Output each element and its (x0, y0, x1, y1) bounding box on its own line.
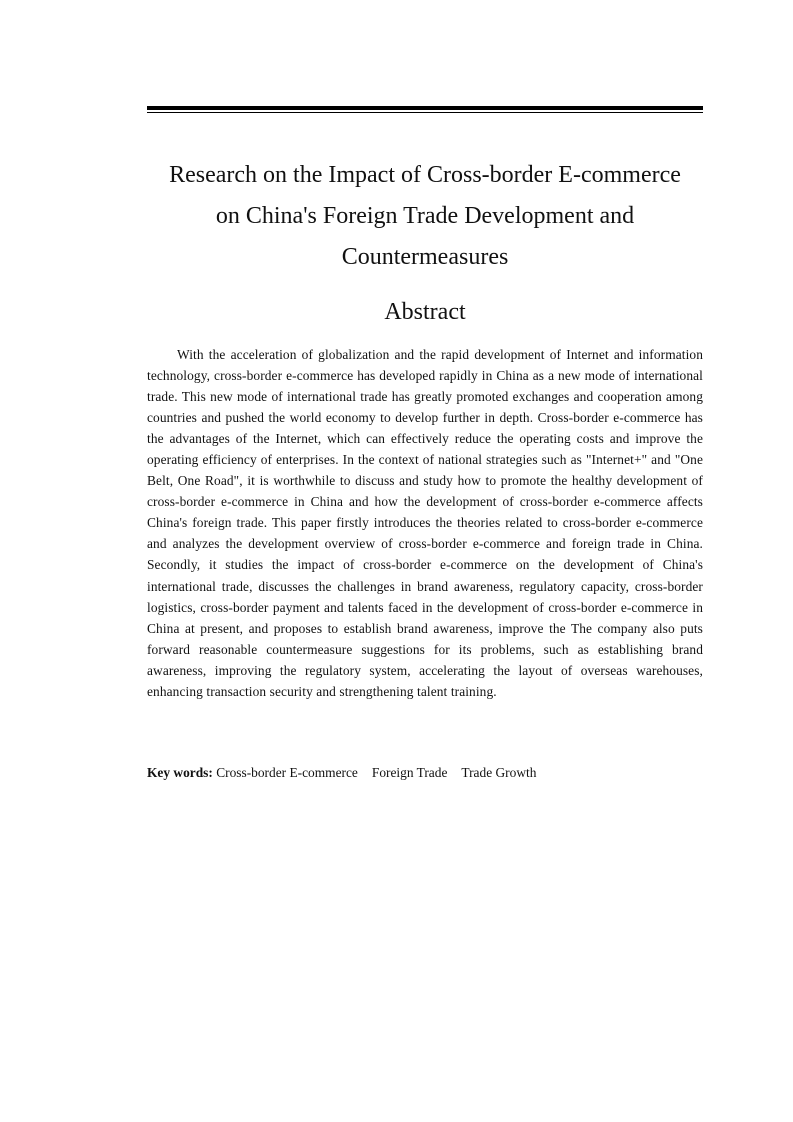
keyword-1: Cross-border E-commerce (216, 765, 358, 780)
keywords-label: Key words: (147, 765, 213, 780)
abstract-body: With the acceleration of globalization and the rapid development of Internet and information technology, cross-border e-commerce has developed rapidly in China as a new mode of international trade. This new mode of international trade has greatly promoted exchanges and cooperation among countries and pushed the world economy to develop further in depth. Cross-border e-commerce has the advantages of the Internet, which can effectively reduce the operating costs and improve the operating efficiency of enterprises. In the context of national strategies such as "Internet+" and "One Belt, One Road", it is worthwhile to discuss and study how to promote the healthy development of cross-border e-commerce in China and how the development of cross-border e-commerce affects China's foreign trade. This paper firstly introduces the theories related to cross-border e-commerce and analyzes the development overview of cross-border e-commerce and foreign trade in China. Secondly, it studies the impact of cross-border e-commerce on the development of China's international trade, discusses the challenges in brand awareness, regulatory capacity, cross-border logistics, cross-border payment and talents faced in the development of cross-border e-commerce in China at present, and proposes to establish brand awareness, improve the The company also puts forward reasonable countermeasure suggestions for its problems, such as establishing brand awareness, improving the regulatory system, accelerating the layout of overseas warehouses, enhancing transaction security and strengthening talent training. (147, 347, 703, 699)
title-line-1: Research on the Impact of Cross-border E-commerce (169, 162, 681, 188)
abstract-heading: Abstract (384, 299, 466, 325)
keyword-3: Trade Growth (461, 765, 537, 780)
paper-title (147, 155, 703, 278)
keyword-2: Foreign Trade (371, 765, 448, 780)
header-rule-thin (147, 112, 703, 113)
title-line-3: Countermeasures (341, 244, 509, 270)
keywords-line (147, 763, 703, 783)
title-line-2: on China's Foreign Trade Development and (215, 203, 635, 229)
header-rule-thick (147, 106, 703, 110)
